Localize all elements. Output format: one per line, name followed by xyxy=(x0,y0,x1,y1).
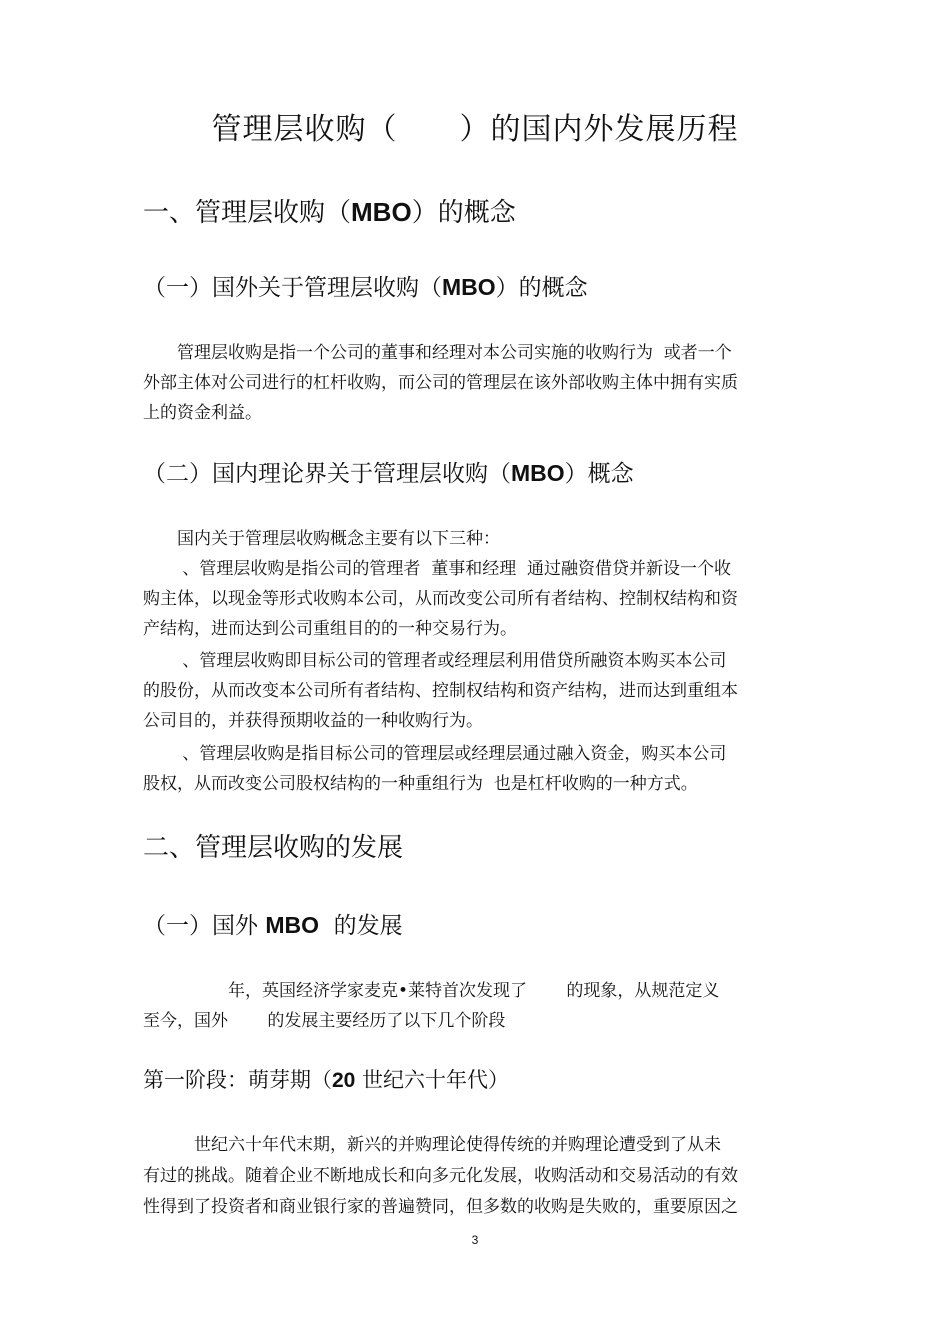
paragraph-line: 股权，从而改变公司股权结构的一种重组行为 也是杠杆收购的一种方式。 xyxy=(143,774,698,794)
paragraph-line: 管理层收购是指一个公司的董事和经理对本公司实施的收购行为 或者一个 xyxy=(143,343,732,363)
paragraph-line: 国内关于管理层收购概念主要有以下三种： xyxy=(143,529,500,549)
section-heading-1 xyxy=(143,194,516,231)
paragraph-line: 、管理层收购是指目标公司的管理层或经理层通过融入资金，购买本公司 xyxy=(143,744,727,764)
heading-text: （二）国内理论界关于管理层收购（ xyxy=(143,461,511,487)
paragraph-line: 、管理层收购即目标公司的管理者或经理层利用借贷所融资本购买本公司 xyxy=(143,651,727,671)
heading-acronym: MBO xyxy=(511,460,565,486)
heading-acronym: MBO xyxy=(265,912,319,938)
heading-text: 的发展 xyxy=(318,913,403,939)
stage-heading-1 xyxy=(143,1064,509,1097)
page-number: 3 xyxy=(471,1233,479,1247)
paragraph-line: 上的资金利益。 xyxy=(143,403,262,423)
paragraph-line: 、管理层收购是指公司的管理者 董事和经理 通过融资借贷并新设一个收 xyxy=(143,559,732,579)
paragraph-line: 世纪六十年代末期，新兴的并购理论使得传统的并购理论遭受到了从未 xyxy=(143,1135,721,1155)
heading-text: 第一阶段：萌芽期（ xyxy=(143,1068,332,1092)
heading-text: ）的概念 xyxy=(495,275,588,301)
subsection-heading-1-1 xyxy=(143,270,588,305)
heading-text: （一）国外 xyxy=(143,913,266,939)
heading-text: 一、管理层收购（ xyxy=(143,198,352,228)
section-heading-2: 二、管理层收购的发展 xyxy=(143,833,404,863)
paragraph-line: 公司目的，并获得预期收益的一种收购行为。 xyxy=(143,711,483,731)
paragraph-line: 至今，国外 的发展主要经历了以下几个阶段 xyxy=(143,1011,506,1031)
heading-acronym: MBO xyxy=(351,197,412,227)
heading-text: ）概念 xyxy=(564,461,634,487)
paragraph-line: 有过的挑战。随着企业不断地成长和向多元化发展，收购活动和交易活动的有效 xyxy=(143,1166,738,1186)
document-title: 管理层收购（ ）的国内外发展历程 xyxy=(211,112,739,147)
paragraph-line: 产结构，进而达到公司重组目的的一种交易行为。 xyxy=(143,619,517,639)
heading-text: 世纪六十年代） xyxy=(355,1068,510,1092)
paragraph-line: 购主体，以现金等形式收购本公司，从而改变公司所有者结构、控制权结构和资 xyxy=(143,589,738,609)
subsection-heading-1-2 xyxy=(143,456,634,491)
paragraph-line: 的股份，从而改变本公司所有者结构、控制权结构和资产结构，进而达到重组本 xyxy=(143,681,738,701)
heading-number: 20 xyxy=(332,1069,356,1092)
subsection-heading-2-1 xyxy=(143,908,403,943)
heading-text: （一）国外关于管理层收购（ xyxy=(143,275,442,301)
heading-acronym: MBO xyxy=(442,274,496,300)
paragraph-line: 年，英国经济学家麦克•莱特首次发现了 的现象，从规范定义 xyxy=(143,981,720,1001)
heading-text: ）的概念 xyxy=(411,198,516,228)
paragraph-line: 外部主体对公司进行的杠杆收购，而公司的管理层在该外部收购主体中拥有实质 xyxy=(143,373,738,393)
paragraph-line: 性得到了投资者和商业银行家的普遍赞同，但多数的收购是失败的，重要原因之 xyxy=(143,1197,738,1217)
